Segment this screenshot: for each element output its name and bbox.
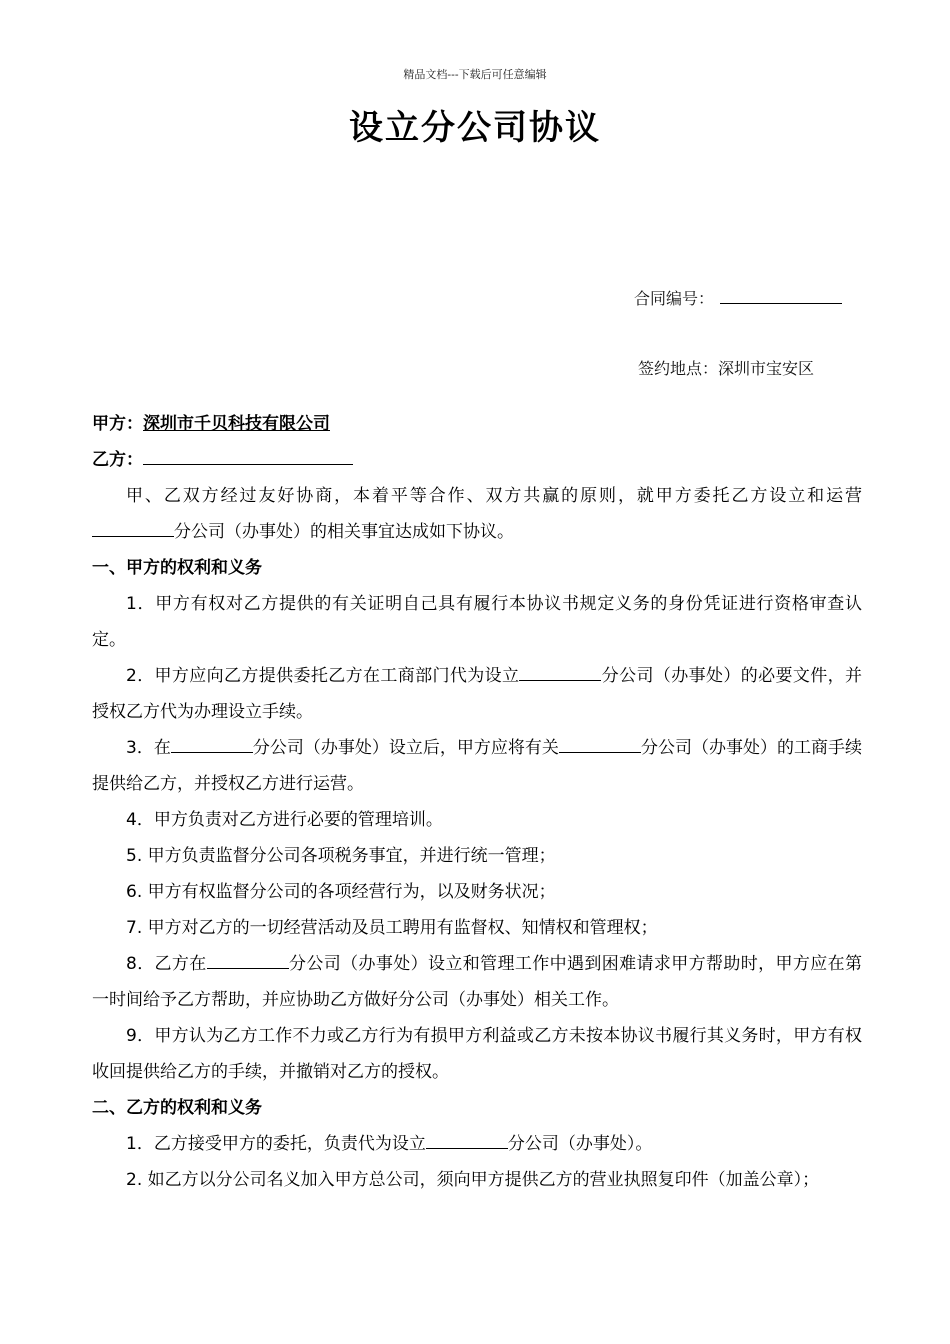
fill-blank	[207, 954, 289, 969]
section-2-item	[92, 1126, 862, 1162]
section-2-item	[92, 1162, 862, 1198]
fill-blank	[171, 738, 253, 753]
contract-number-line	[634, 286, 842, 309]
fill-blank	[426, 1134, 508, 1149]
section-1-item	[92, 1018, 862, 1090]
fill-blank	[92, 522, 174, 537]
item-text: 5. 甲方负责监督分公司各项税务事宜，并进行统一管理；	[126, 846, 556, 866]
contract-number-label: 合同编号：	[634, 289, 715, 308]
sign-place-line	[638, 356, 814, 379]
section-1-heading: 一、甲方的权利和义务	[92, 558, 262, 578]
item-text: 9．甲方认为乙方工作不力或乙方行为有损甲方利益或乙方未按本协议书履行其义务时，甲方有权收回提供给乙方的手续，并撤销对乙方的授权。	[92, 1026, 862, 1082]
party-b-label: 乙方：	[92, 450, 143, 470]
document-title: 设立分公司协议	[349, 108, 601, 148]
section-1-item	[92, 910, 862, 946]
item-text: 分公司（办事处）的必要文件，并授权乙方代为办理设立手续。	[92, 666, 862, 722]
agreement-body	[92, 406, 862, 1198]
item-text: 4．甲方负责对乙方进行必要的管理培训。	[126, 810, 443, 830]
item-text: 6. 甲方有权监督分公司的各项经营行为，以及财务状况；	[126, 882, 556, 902]
fill-blank	[559, 738, 641, 753]
item-text: 分公司（办事处）。	[507, 1134, 653, 1154]
intro-text-2: 分公司（办事处）的相关事宜达成如下协议。	[174, 522, 514, 542]
section-1-item	[92, 946, 862, 1018]
item-text: 分公司（办事处）设立和管理工作中遇到困难请求甲方帮助时，甲方应在第一时间给予乙方帮助，并应协助乙方做好分公司（办事处）相关工作。	[92, 954, 862, 1010]
item-text: 8．乙方在	[126, 954, 207, 974]
party-a-label: 甲方：	[92, 414, 143, 434]
party-a-name: 深圳市千贝科技有限公司	[143, 414, 330, 434]
section-1-item	[92, 802, 862, 838]
section-1-item	[92, 838, 862, 874]
intro-text-1: 甲、乙双方经过友好协商，本着平等合作、双方共赢的原则，就甲方委托乙方设立和运营	[126, 486, 862, 506]
item-text: 3．在	[126, 738, 171, 758]
sign-place-label: 签约地点：	[638, 359, 719, 378]
item-text: 2. 如乙方以分公司名义加入甲方总公司，须向甲方提供乙方的营业执照复印件（加盖公章）；	[126, 1170, 820, 1190]
section-2-heading: 二、乙方的权利和义务	[92, 1098, 262, 1118]
section-1-item	[92, 730, 862, 802]
sign-place-value: 深圳市宝安区	[718, 359, 815, 378]
item-text: 分公司（办事处）的工商手续提供给乙方，并授权乙方进行运营。	[92, 738, 863, 794]
section-1-item	[92, 658, 862, 730]
item-text: 1．甲方有权对乙方提供的有关证明自己具有履行本协议书规定义务的身份凭证进行资格审查认定。	[92, 594, 862, 650]
item-text: 2．甲方应向乙方提供委托乙方在工商部门代为设立	[126, 666, 520, 686]
contract-number-blank	[720, 289, 842, 304]
party-b	[92, 442, 862, 478]
party-a	[92, 406, 862, 442]
section-1-item	[92, 874, 862, 910]
party-b-blank	[143, 450, 353, 465]
section-1-item	[92, 586, 862, 658]
item-text: 7. 甲方对乙方的一切经营活动及员工聘用有监督权、知情权和管理权；	[126, 918, 658, 938]
header-note: 精品文档---下载后可任意编辑	[403, 68, 547, 81]
item-text: 1．乙方接受甲方的委托，负责代为设立	[126, 1134, 426, 1154]
item-text: 分公司（办事处）设立后，甲方应将有关	[252, 738, 559, 758]
intro-paragraph	[92, 478, 862, 550]
fill-blank	[519, 666, 601, 681]
